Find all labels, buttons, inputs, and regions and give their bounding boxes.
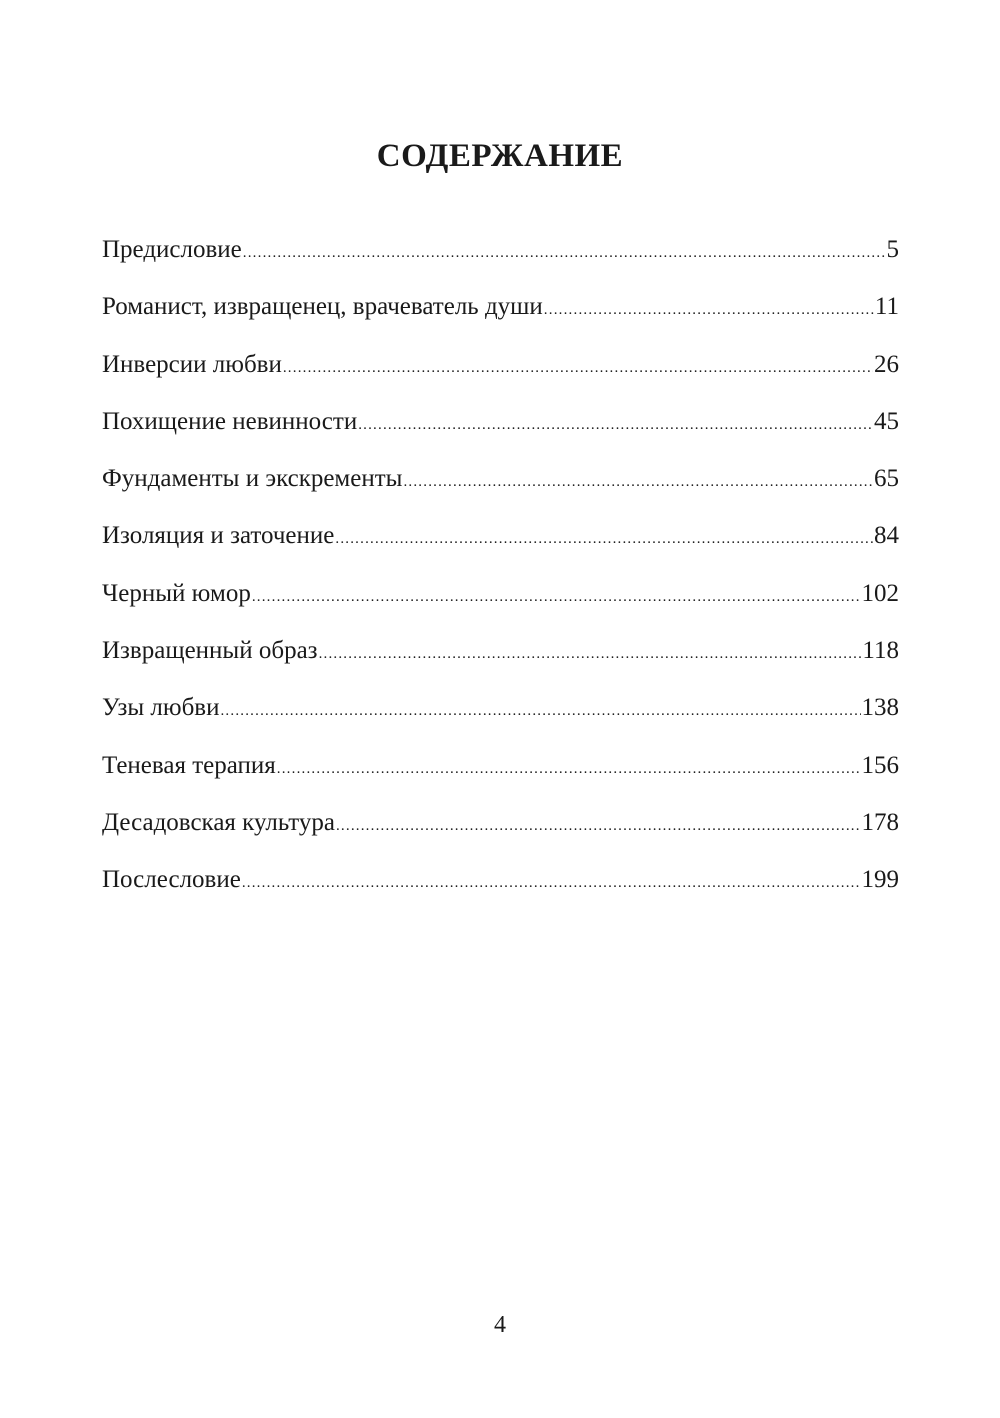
toc-entry-page: 156 <box>861 751 899 779</box>
table-of-contents <box>102 228 899 916</box>
dot-leader <box>319 632 862 676</box>
dot-leader <box>358 403 873 447</box>
toc-entry[interactable] <box>102 457 899 514</box>
toc-entry[interactable] <box>102 572 899 629</box>
dot-leader <box>242 861 861 905</box>
toc-entry[interactable] <box>102 629 899 686</box>
page-number: 4 <box>494 1312 506 1338</box>
toc-entry[interactable] <box>102 285 899 342</box>
dot-leader <box>544 288 874 332</box>
dot-leader <box>283 346 873 390</box>
toc-entry-title: Фундаменты и экскременты <box>102 465 403 493</box>
toc-entry-title: Изоляция и заточение <box>102 522 335 550</box>
toc-entry-page: 45 <box>874 407 899 435</box>
toc-entry-title: Похищение невинности <box>102 407 358 435</box>
toc-entry-title: Черный юмор <box>102 579 251 607</box>
dot-leader <box>277 747 861 791</box>
toc-entry-page: 26 <box>874 350 899 378</box>
toc-entry[interactable] <box>102 858 899 915</box>
dot-leader <box>336 804 861 848</box>
toc-entry[interactable] <box>102 686 899 743</box>
toc-entry-page: 84 <box>874 522 899 550</box>
dot-leader <box>243 231 886 275</box>
toc-entry-title: Десадовская культура <box>102 808 335 836</box>
toc-entry-title: Инверсии любви <box>102 350 282 378</box>
toc-entry-title: Теневая терапия <box>102 751 276 779</box>
toc-entry-title: Узы любви <box>102 694 220 722</box>
toc-entry-page: 138 <box>861 694 899 722</box>
dot-leader <box>220 689 860 733</box>
toc-entry-page: 5 <box>886 236 899 263</box>
dot-leader <box>335 517 873 561</box>
toc-entry[interactable] <box>102 400 899 457</box>
toc-entry[interactable] <box>102 343 899 400</box>
page-title: СОДЕРЖАНИЕ <box>376 138 624 174</box>
dot-leader <box>252 575 861 619</box>
toc-entry[interactable] <box>102 801 899 858</box>
toc-entry-title: Послесловие <box>102 866 241 894</box>
toc-entry-title: Извращенный образ <box>102 637 318 665</box>
toc-entry-page: 178 <box>861 808 899 836</box>
toc-entry-page: 102 <box>861 579 899 607</box>
toc-entry-title: Романист, извращенец, врачеватель души <box>102 293 543 321</box>
toc-entry-page: 11 <box>874 293 899 321</box>
toc-entry-page: 118 <box>862 637 899 665</box>
toc-entry[interactable] <box>102 744 899 801</box>
dot-leader <box>403 460 873 504</box>
toc-entry[interactable] <box>102 514 899 571</box>
toc-entry[interactable] <box>102 228 899 285</box>
toc-entry-page: 199 <box>861 866 899 894</box>
toc-entry-page: 65 <box>874 465 899 493</box>
toc-entry-title: Предисловие <box>102 236 242 263</box>
